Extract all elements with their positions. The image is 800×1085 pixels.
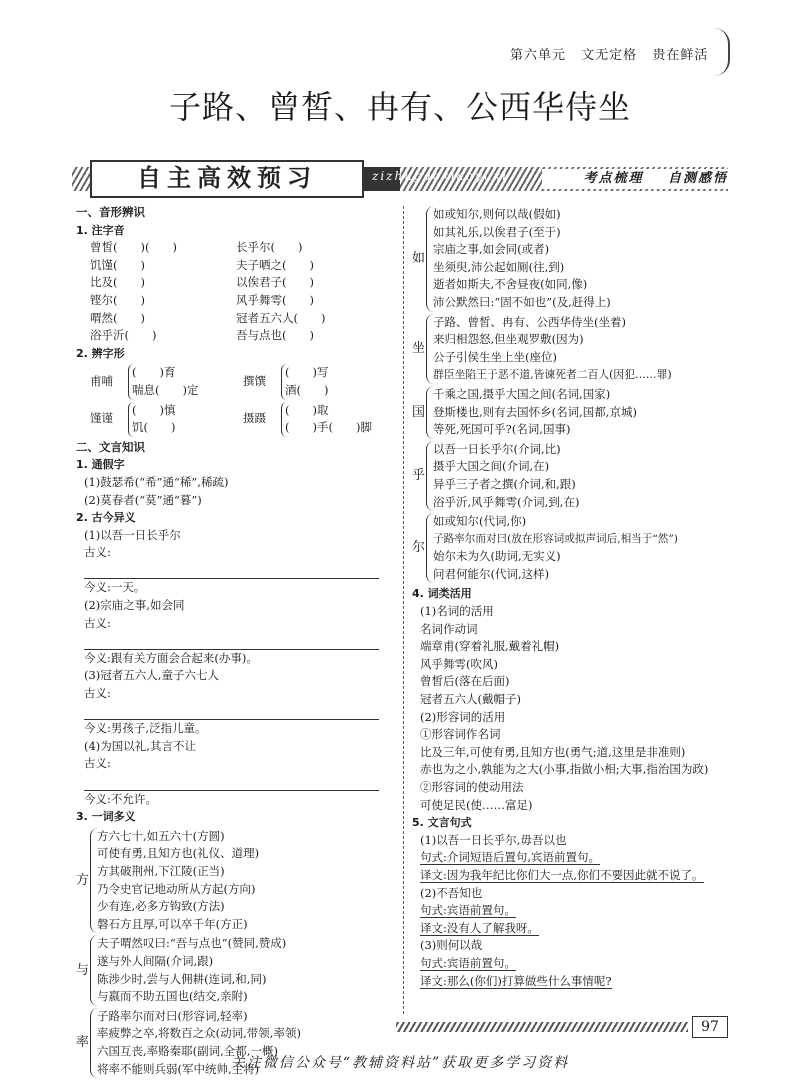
polysemy-item: 如或知尔,则何以哉(假如) [433,207,561,221]
gujin-ancient [84,615,396,650]
polysemy-list [426,441,579,511]
pron-item: 饥馑( ) [90,257,145,272]
banner-title: 自主高效预习 [90,160,364,198]
polysemy-item: 率疲弊之卒,将数百之众(动词,带领,率领) [97,1026,301,1041]
polysemy-list [426,206,611,312]
gujin-meaning: 男孩子,泛指儿童。 [110,721,207,736]
glyph-row [90,364,396,399]
left-column [76,204,396,1080]
header-theme: 文无定格 [581,48,638,63]
running-header [510,44,708,63]
answer-text: 句式:宾语前置句。 [420,955,516,970]
gujin-label: 古义: [84,686,111,701]
polysemy-item: 六国互丧,率赂秦耶(副词,全都,一概) [97,1043,278,1058]
polysemy-item: 坐须臾,沛公起如厕(往,到) [433,259,565,274]
sentence-source: (2)不吾知也 [420,885,483,900]
gujin-meaning: 跟有关方面会合起来(办事)。 [110,650,258,665]
section-banner [72,163,728,193]
polysemy-group [412,386,728,439]
pron-item: 比及( ) [90,275,145,290]
glyph-line: 喘息( )定 [132,382,199,397]
word-class-line: 比及三年,可使有勇,且知方也(勇气;道,这里是非准则) [420,744,686,759]
word-class-line: 冠者五六人(戴帽子) [420,692,521,707]
pron-item: 铿尔( ) [90,292,145,307]
sentence-analysis [420,955,728,973]
glyph-line: 酒( ) [285,382,329,397]
glyph-line: ( )育 [132,365,176,380]
polysemy-item: 遂与外人间隔(介词,跟) [97,953,214,968]
pron-item: 长乎尔( ) [236,240,303,255]
gujin-source: (1)以吾一日长乎尔 [84,527,181,542]
gujin-label: 古义: [84,545,111,560]
gujin-label: 今义: [84,791,111,806]
polysemy-item: 如其礼乐,以俟君子(至于) [433,224,561,239]
banner-tag-1: 考点梳理 [583,171,644,186]
answer-blank[interactable] [84,776,379,791]
word-class-line: 端章甫(穿着礼服,戴着礼帽) [420,639,560,654]
glyph-pair: 摄蹑 [243,411,266,426]
polysemy-key: 坐 [412,340,426,356]
sentence-translation [420,973,728,991]
polysemy-item: 公子引侯生坐上坐(座位) [433,349,557,364]
pronunciation-list [76,239,396,345]
polysemy-item: 磐石方且厚,可以卒千年(方正) [97,916,248,931]
gujin-label: 古义: [84,615,111,630]
polysemy-key: 与 [76,962,90,978]
gujin-block [76,527,396,809]
glyph-brace [128,364,198,399]
polysemy-item: 可使有勇,且知方也(礼仪、道理) [97,846,260,861]
glyph-group [243,402,396,437]
gujin-ancient [84,685,396,720]
answer-blank[interactable] [84,564,379,579]
column-divider [403,206,404,1014]
sentence-pattern-list [412,832,728,990]
glyph-pair: 撰馔 [243,374,266,389]
subsection-heading: 5. 文言句式 [412,816,472,830]
polysemy-list [426,314,672,384]
pron-item: 曾皙( )( ) [90,240,177,255]
word-class-list [412,603,728,814]
polysemy-key: 如 [412,250,426,266]
polysemy-item: 登斯楼也,则有去国怀乡(名词,国都,京城) [433,404,637,419]
pron-item: 喟然( ) [90,310,145,325]
subsection-heading: 2. 辨字形 [76,346,125,360]
banner-tags [542,169,728,189]
word-class-line: ②形容词的使动用法 [420,780,524,794]
gujin-label: 今义: [84,721,111,736]
polysemy-item: 方其破荆州,下江陵(正当) [97,863,225,878]
polysemy-list [426,513,678,583]
answer-blank[interactable] [84,705,379,720]
polysemy-item: 千乘之国,摄乎大国之间(名词,国家) [433,386,611,401]
glyph-group [90,402,243,437]
glyph-brace [281,402,372,437]
subsection-heading: 1. 注字音 [76,223,125,237]
polysemy-item: 沛公默然曰:“固不如也”(及,赶得上) [433,294,611,309]
glyph-group [90,364,243,399]
gujin-label: 今义: [84,650,111,665]
subsection-heading: 1. 通假字 [76,458,125,472]
pron-item: 冠者五六人( ) [236,310,326,325]
gujin-meaning: 不允许。 [110,791,157,806]
glyph-brace [281,364,328,399]
polysemy-group [412,513,728,583]
word-class-line: 风乎舞雩(吹风) [420,656,498,671]
tongjia-item: (2)莫春者(“莫”通“暮”) [84,492,202,507]
pron-item: 以俟君子( ) [236,275,314,290]
pron-item: 风乎舞雩( ) [236,292,314,307]
gujin-label: 今义: [84,580,111,595]
answer-text: 译文:因为我年纪比你们大一点,你们不要因此就不说了。 [420,867,704,882]
sentence-source: (1)以吾一日长乎尔,毋吾以也 [420,832,567,847]
polysemy-item: 与嬴而不助五国也(结交,亲附) [97,989,248,1004]
sentence-analysis [420,849,728,867]
polysemy-item: 子路率尔而对曰(放在形容词或拟声词后,相当于“然”) [433,532,678,545]
word-class-line: ①形容词作名词 [420,727,501,742]
gujin-ancient [84,755,396,790]
polysemy-item: 少有连,必多方钩致(方法) [97,899,225,914]
polysemy-item: 夫子喟然叹曰:“吾与点也”(赞同,赞成) [97,936,287,951]
polysemy-key: 尔 [412,540,426,556]
answer-text: 译文:那么(你们)打算做些什么事情呢? [420,973,612,988]
polysemy-item: 子路率尔而对曰(形容词,轻率) [97,1008,248,1023]
polysemy-key: 方 [76,872,90,888]
polysemy-item: 始尔未为久(助词,无实义) [433,549,561,564]
polysemy-item: 异乎三子者之撰(介词,和,跟) [433,476,576,491]
subsection-heading: 3. 一词多义 [76,810,136,824]
footer-stripes [396,1022,688,1032]
polysemy-item: 方六七十,如五六十(方圆) [97,828,225,843]
polysemy-item: 等死,死国可乎?(名词,国事) [433,422,571,437]
polysemy-item: 乃令史官记地动所从方起(方向) [97,881,256,896]
gujin-ancient [84,544,396,579]
gujin-source: (2)宗庙之事,如会同 [84,598,185,613]
polysemy-list [426,386,637,439]
polysemy-list [90,935,286,1005]
section-heading: 二、文言知识 [76,439,145,454]
gujin-source: (3)冠者五六人,童子六七人 [84,668,219,683]
polysemy-item: 来归相怨怒,但坐观罗敷(因为) [433,332,584,347]
glyph-line: ( )取 [285,402,329,417]
subsection-heading: 2. 古今异义 [76,511,136,525]
right-column [412,204,728,990]
answer-text: 句式:介词短语后置句,宾语前置句。 [420,850,601,865]
banner-pinyin: zizhugaoxiaoyuxi [372,169,509,183]
polysemy-list [90,828,259,934]
pron-item: 吾与点也( ) [236,328,314,343]
polysemy-group [76,828,396,934]
polysemy-item: 浴乎沂,风乎舞雩(介词,到,在) [433,494,580,509]
glyph-line: ( )慎 [132,402,176,417]
polysemy-item: 子路、曾皙、冉有、公西华侍坐(坐着) [433,314,626,329]
glyph-line: 饥( ) [132,420,176,435]
polysemy-item: 以吾一日长乎尔(介词,比) [433,441,561,456]
sentence-translation [420,920,728,938]
tongjia-item: (1)鼓瑟希(“希”通“稀”,稀疏) [84,474,229,489]
glyph-line: ( )手( )脚 [285,420,372,435]
header-motto: 贵在鲜活 [652,48,709,63]
glyph-group [243,364,396,399]
answer-blank[interactable] [84,635,379,650]
glyph-line: ( )写 [285,365,329,380]
polysemy-group [412,441,728,511]
sentence-translation [420,867,728,885]
glyph-pair: 甫哺 [90,374,113,389]
word-class-line: (2)形容词的活用 [420,709,506,724]
word-class-line: 名词作动词 [420,621,478,636]
answer-text: 句式:宾语前置句。 [420,903,516,918]
gujin-modern [84,791,396,809]
sentence-source: (3)则何以哉 [420,938,483,953]
word-class-line: 曾皙后(落在后面) [420,674,510,689]
gujin-modern [84,579,396,597]
polysemy-item: 陈涉少时,尝与人佣耕(连词,和,同) [97,971,267,986]
polysemy-item: 将率不能则兵弱(军中统帅,主将) [97,1061,260,1076]
polysemy-key: 国 [412,404,426,420]
polysemy-item: 如或知尔(代词,你) [433,514,527,529]
gujin-modern [84,650,396,668]
page-title: 子路、曾皙、冉有、公西华侍坐 [168,88,631,126]
glyph-brace [128,402,175,437]
polysemy-item: 问君何能尔(代词,这样) [433,566,550,581]
gujin-meaning: 一天。 [110,580,146,595]
polysemy-item: 宗庙之事,如会同(或者) [433,242,550,257]
pron-item: 夫子哂之( ) [236,257,314,272]
header-ornament [712,28,730,76]
polysemy-key: 率 [76,1035,90,1051]
gujin-source: (4)为国以礼,其言不让 [84,738,196,753]
word-class-line: (1)名词的活用 [420,604,494,619]
polysemy-key: 乎 [412,468,426,484]
header-unit: 第六单元 [510,48,567,63]
pron-item: 浴乎沂( ) [90,328,157,343]
polysemy-group [412,314,728,384]
polysemy-item: 群臣坐陷王于恶不道,皆谏死者二百人(因犯……罪) [433,368,672,382]
polysemy-item: 逝者如斯夫,不舍昼夜(如同,像) [433,277,588,292]
polysemy-group [76,935,396,1005]
answer-text: 译文:没有人了解我呀。 [420,920,539,935]
glyph-pair: 馑谨 [90,411,113,426]
sentence-analysis [420,902,728,920]
subsection-heading: 4. 词类活用 [412,587,472,601]
word-class-line: 可使足民(使……富足) [420,797,533,812]
banner-tag-2: 自测感悟 [667,171,728,186]
word-class-line: 赤也为之小,孰能为之大(小事,指做小相;大事,指治国为政) [420,762,709,777]
section-heading: 一、音形辨识 [76,205,145,219]
glyph-row [90,402,396,437]
polysemy-item: 摄乎大国之间(介词,在) [433,459,550,474]
footer-note: 关注微信公众号“教辅资料站”获取更多学习资料 [230,1055,570,1071]
page-number: 97 [692,1016,728,1038]
polysemy-group [412,206,728,312]
gujin-modern [84,720,396,738]
gujin-label: 古义: [84,756,111,771]
